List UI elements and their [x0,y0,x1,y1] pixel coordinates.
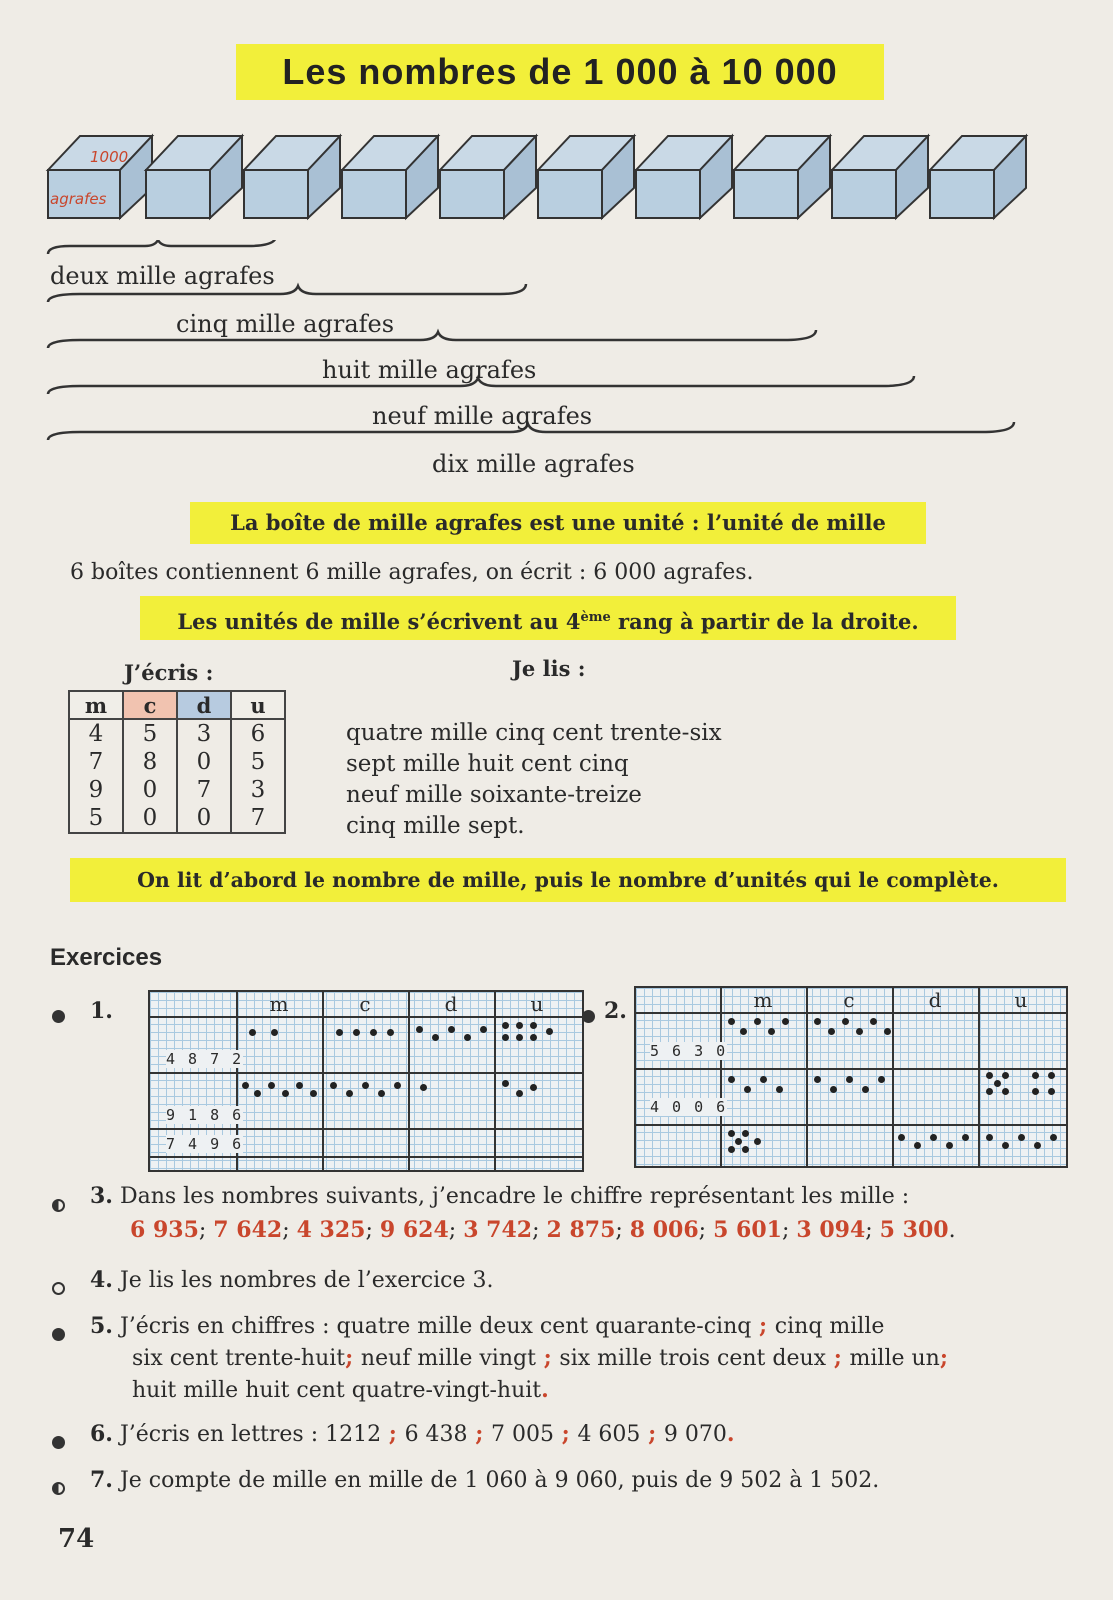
table-cell: 4 [69,719,123,748]
box-bottom-label: agrafes [50,190,107,208]
box-row [146,136,1026,218]
box-4 [342,136,438,218]
rule-fourth-rank-rest: rang à partir de la droite. [610,609,919,634]
reading-item: quatre mille cinq cent trente-six [346,720,722,746]
box-5 [440,136,536,218]
table-cell: 0 [177,748,231,776]
rule-fourth-rank-sup: ème [580,610,611,625]
ex3-number: 4 325 [296,1217,366,1243]
bullet-full-icon [52,1328,65,1341]
ex2-number: 4 0 0 6 [650,1098,728,1116]
ex1-label: 1. [90,998,113,1024]
header-u: u [231,691,285,719]
ex3-number: 2 875 [546,1217,616,1243]
ex5-item: mille un [849,1346,940,1371]
ex3-number: 8 006 [629,1217,699,1243]
table-cell: 7 [177,776,231,804]
box-8 [734,136,830,218]
ex3-number: 9 624 [379,1217,449,1243]
bullet-full-icon [52,1010,65,1023]
ex6-text: J’écris en lettres : [119,1422,319,1447]
table-cell: 5 [123,719,177,748]
ex3 [90,1180,1070,1213]
ex4-label: 4. [90,1267,113,1293]
ex5-line2: six cent trente-huit; neuf mille vingt ; six mille trois cent deux ; mille un; [132,1345,948,1371]
jelis-label: Je lis : [512,656,586,681]
brace-label: cinq mille agrafes [176,310,395,338]
bullet-full-icon [52,1436,65,1449]
ex3-label: 3. [90,1183,113,1209]
brace-label: dix mille agrafes [432,450,635,478]
ex7-text: Je compte de mille en mille de 1 060 à 9 060, puis de 9 502 à 1 502. [119,1468,880,1493]
brace-label: deux mille agrafes [50,262,275,290]
header-d: d [177,691,231,719]
ex2-header: d [928,988,942,1012]
rule-reading-order: On lit d’abord le nombre de mille, puis le nombre d’unités qui le complète. [70,858,1066,902]
brace-label: neuf mille agrafes [372,402,593,430]
ex1-header: m [269,992,289,1016]
page-number: 74 [58,1524,95,1554]
ex3-number: 3 742 [463,1217,533,1243]
header-c: c [123,691,177,719]
ex2-number: 5 6 3 0 [650,1042,728,1060]
ex6-label: 6. [90,1421,113,1447]
ex5-item: six mille trois cent deux [559,1346,827,1371]
table-cell: 7 [231,804,285,833]
ex3-numbers: 6 935; 7 642; 4 325; 9 624; 3 742; 2 875; 8 006; 5 601; 3 094; 5 300. [130,1217,956,1243]
ex5-item: six cent trente-huit [132,1346,346,1371]
box-top-label: 1000 [90,148,129,166]
table-cell: 0 [123,776,177,804]
ex7 [90,1464,879,1497]
box-3 [244,136,340,218]
ex1-header: c [359,992,371,1016]
ex2-grid [634,986,1068,1168]
ex3-number: 7 642 [213,1217,283,1243]
page-title: Les nombres de 1 000 à 10 000 [236,44,884,100]
box-6 [538,136,634,218]
bullet-full-icon [582,1010,595,1023]
ex1-header: d [444,992,458,1016]
ex3-number: 5 300 [879,1217,949,1243]
rule-fourth-rank-text: Les unités de mille s’écrivent au 4 [177,609,581,634]
box-9 [832,136,928,218]
table-cell: 5 [231,748,285,776]
exercises-title: Exercices [50,944,163,971]
header-m: m [69,691,123,719]
ex6-number: 1212 [325,1422,382,1447]
ex1-header: u [530,992,544,1016]
readings-list [346,718,722,842]
box-7 [636,136,732,218]
ex6-number: 4 605 [577,1422,641,1447]
rule-thousand-unit: La boîte de mille agrafes est une unité : l’unité de mille [190,502,926,544]
ex5-label: 5. [90,1313,113,1339]
table-cell: 3 [177,719,231,748]
ex1-number: 9 1 8 6 [166,1106,244,1124]
ex6-number: 9 070 [663,1422,727,1447]
table-cell: 0 [123,804,177,833]
ex5-item: huit mille huit cent quatre-vingt-huit [132,1378,542,1403]
ex6-number: 6 438 [404,1422,468,1447]
ex5-item: neuf mille vingt [360,1346,536,1371]
bullet-half-icon [52,1199,65,1212]
box-2 [146,136,242,218]
ex5-line1b: cinq mille [774,1314,885,1339]
table-cell: 7 [69,748,123,776]
ex2-header: u [1014,988,1028,1012]
box-1000 [48,136,152,218]
boxes-illustration [40,118,1080,228]
reading-item: sept mille huit cent cinq [346,751,629,777]
ex1-grid [148,990,584,1172]
place-value-table [68,690,286,834]
ex5: 5. J’écris en chiffres : quatre mille deux cent quarante-cinq ; cinq mille [90,1313,885,1339]
ex2-header: c [843,988,855,1012]
statement-sentence: 6 boîtes contiennent 6 mille agrafes, on écrit : 6 000 agrafes. [70,560,754,585]
jecris-label: J’écris : [124,660,214,685]
ex3-text: Dans les nombres suivants, j’encadre le chiffre représentant les mille : [119,1184,910,1209]
ex6-number: 7 005 [491,1422,554,1447]
reading-item: neuf mille soixante-treize [346,782,642,808]
ex7-label: 7. [90,1467,113,1493]
brace-label: huit mille agrafes [322,356,537,384]
ex3-number: 3 094 [796,1217,866,1243]
table-cell: 9 [69,776,123,804]
ex2-header: m [753,988,773,1012]
table-cell: 3 [231,776,285,804]
bullet-half-icon [52,1482,65,1495]
ex5-line3: huit mille huit cent quatre-vingt-huit. [132,1377,549,1403]
ex6: 6. J’écris en lettres : 1212 ; 6 438 ; 7 005 ; 4 605 ; 9 070. [90,1421,735,1447]
reading-item: cinq mille sept. [346,813,525,839]
ex4 [90,1264,493,1297]
box-10 [930,136,1026,218]
table-cell: 0 [177,804,231,833]
ex1-number: 7 4 9 6 [166,1135,244,1153]
ex5-line1: J’écris en chiffres : quatre mille deux cent quarante-cinq [119,1314,752,1339]
ex4-text: Je lis les nombres de l’exercice 3. [119,1268,494,1293]
ex2-label: 2. [604,998,627,1024]
ex3-number: 6 935 [130,1217,199,1243]
table-cell: 8 [123,748,177,776]
table-cell: 6 [231,719,285,748]
rule-fourth-rank [140,596,956,640]
table-cell: 5 [69,804,123,833]
bullet-open-icon [52,1282,65,1295]
ex3-number: 5 601 [713,1217,782,1243]
ex1-number: 4 8 7 2 [166,1050,244,1068]
